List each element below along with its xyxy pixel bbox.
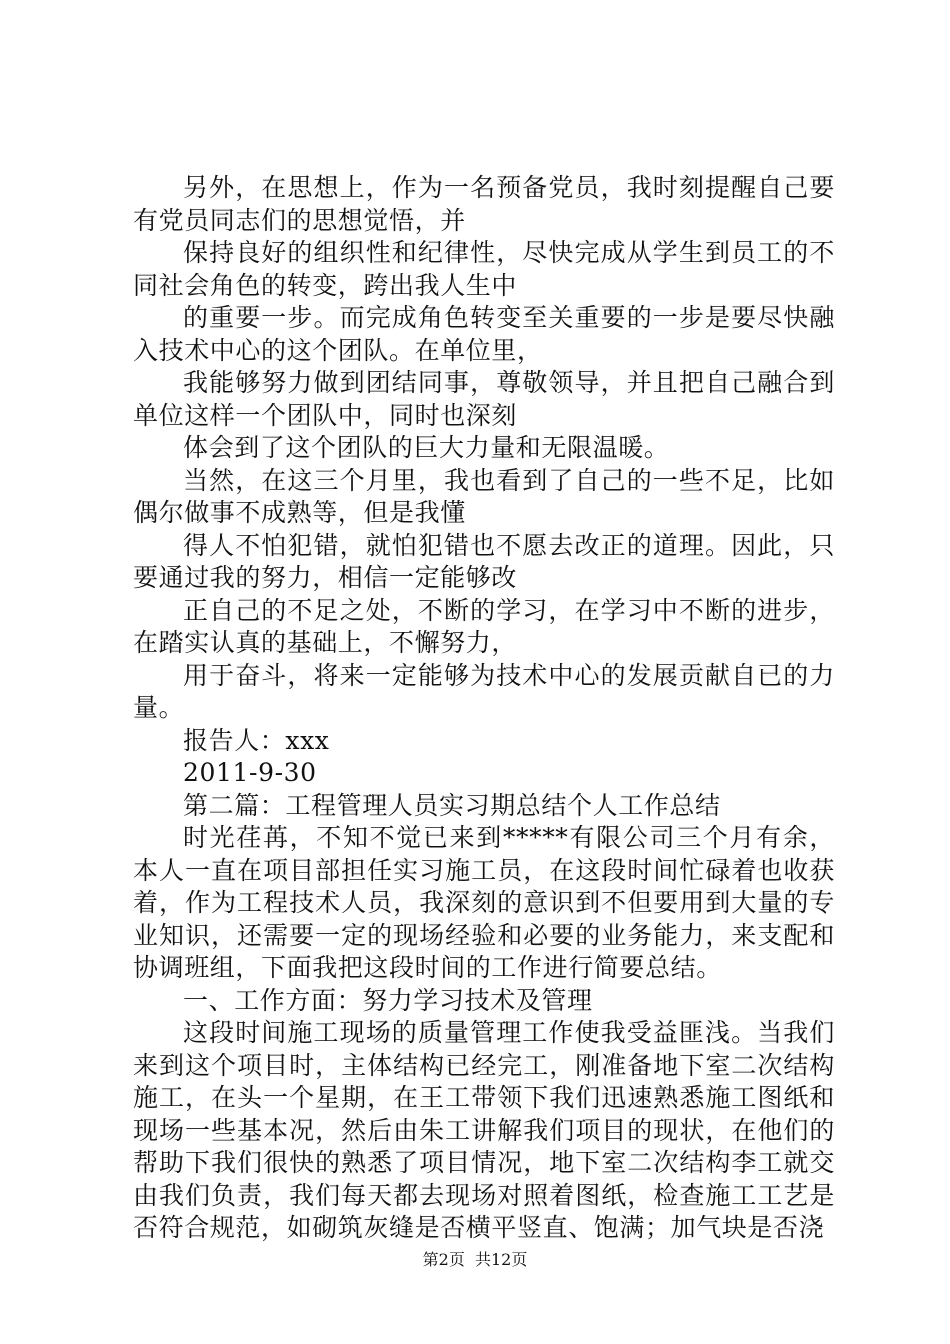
paragraph: 当然，在这三个月里，我也看到了自己的一些不足，比如偶尔做事不成熟等，但是我懂 [133, 465, 835, 527]
paragraph: 时光荏苒，不知不觉已来到*****有限公司三个月有余，本人一直在项目部担任实习施工员，在这段时间忙碌着也收获着，作为工程技术人员，我深刻的意识到不但要用到大量的专业知识，还需要一定的现场经验和必要的业务能力，来支配和协调班组，下面我把这段时间的工作进行简要总结。 [133, 823, 835, 982]
paragraph: 另外，在思想上，作为一名预备党员，我时刻提醒自己要有党员同志们的思想觉悟，并 [133, 173, 835, 235]
paragraph: 这段时间施工现场的质量管理工作使我受益匪浅。当我们来到这个项目时，主体结构已经完工，刚准备地下室二次结构施工，在头一个星期，在王工带领下我们迅速熟悉施工图纸和现场一些基本况，然后由朱工讲解我们项目的现状，在他们的帮助下我们很快的熟悉了项目情况，地下室二次结构李工就交由我们负责，我们每天都去现场对照着图纸，检查施工工艺是否符合规范，如砌筑灰缝是否横平竖直、饱满；加气块是否浇 [133, 1018, 835, 1242]
paragraph: 得人不怕犯错，就怕犯错也不愿去改正的道理。因此，只要通过我的努力，相信一定能够改 [133, 530, 835, 592]
subsection-heading: 一、工作方面：努力学习技术及管理 [183, 985, 593, 1015]
document-body [133, 172, 835, 1245]
page-number: 第2页 共12页 [422, 1250, 528, 1269]
paragraph: 我能够努力做到团结同事，尊敬领导，并且把自己融合到单位这样一个团队中，同时也深刻 [133, 368, 835, 430]
paragraph: 用于奋斗，将来一定能够为技术中心的发展贡献自已的力量。 [133, 660, 835, 722]
paragraph: 体会到了这个团队的巨大力量和无限温暖。 [183, 433, 670, 462]
paragraph: 正自己的不足之处，不断的学习，在学习中不断的进步，在踏实认真的基础上，不懈努力， [133, 595, 835, 657]
paragraph: 保持良好的组织性和纪律性，尽快完成从学生到员工的不同社会角色的转变，跨出我人生中 [133, 238, 835, 300]
date-line: 2011-9-30 [183, 758, 317, 787]
section-heading: 第二篇：工程管理人员实习期总结个人工作总结 [183, 790, 721, 820]
reporter-line: 报告人：xxx [183, 725, 330, 755]
page-footer [0, 1247, 950, 1270]
paragraph: 的重要一步。而完成角色转变至关重要的一步是要尽快融入技术中心的这个团队。在单位里， [133, 303, 835, 365]
